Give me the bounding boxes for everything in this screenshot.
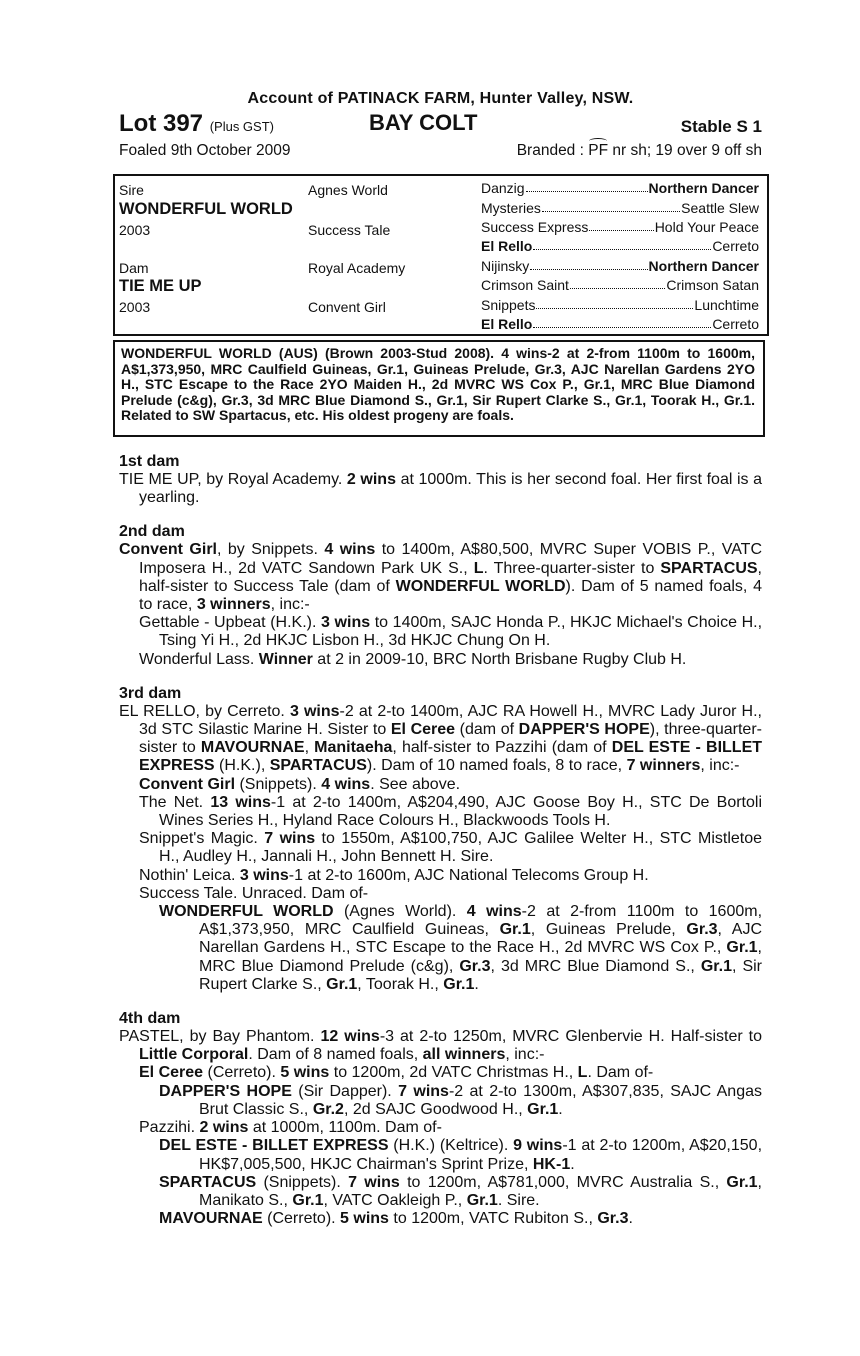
foaling-row	[119, 142, 762, 166]
text: .	[558, 1100, 563, 1118]
ancestor-row	[481, 180, 759, 196]
text: , VATC Oakleigh P.,	[323, 1191, 467, 1209]
text: (Sir Dapper).	[291, 1082, 399, 1100]
bold-text: Winner	[258, 650, 313, 668]
text: at 2 in 2009-10, BRC North Brisbane Rugby Club H.	[312, 650, 687, 668]
bold-text: all winners	[422, 1046, 506, 1064]
bold-text: 5 wins	[280, 1064, 330, 1082]
text: Gettable - Upbeat (H.K.).	[139, 614, 322, 632]
leader-dots	[526, 180, 648, 192]
brand-detail: nr sh; 19 over 9 off sh	[612, 142, 762, 159]
text: to 1200m, A$781,000, MVRC Australia S.,	[399, 1173, 727, 1191]
ancestor-row	[481, 297, 759, 313]
lot-number	[119, 110, 274, 138]
bold-text: Gr.1	[700, 957, 732, 975]
bold-text: Gr.2	[312, 1100, 344, 1118]
bold-text: 3 winners	[196, 596, 271, 614]
bold-text: Gr.3	[459, 957, 491, 975]
text: , Guineas Prelude,	[530, 921, 687, 939]
text: at 1000m. This is her second foal. Her first foal is a yearling.	[139, 471, 763, 507]
text: Pazzihi.	[139, 1119, 200, 1137]
bold-text: Manitaeha	[314, 739, 393, 757]
sire-summary: WONDERFUL WORLD (AUS) (Brown 2003-Stud 2008). 4 wins-2 at 2-from 1100m to 1600m, A$1,373,950, MRC Caulfield Guineas, Gr.1, Guineas Prelude, Gr.3, AJC Narellan Gardens 2YO H., STC Escape to the Race 2YO Maiden H., 2d MVRC WS Cox P., Gr.1, MRC Blue Diamond Prelude (c&g), Gr.3, 3d MRC Blue Diamond S., Gr.1, Sir Rupert Clarke S., Gr.1, Toorak H., Gr.1. Related to SW Spartacus, etc. His oldest progeny are foals.	[113, 340, 765, 437]
text: ). Dam of 5 named foals, 4 to race,	[139, 577, 763, 614]
bold-text: 7 wins	[398, 1082, 449, 1100]
pedigree-table	[113, 174, 769, 336]
bold-text: Gr.1	[499, 921, 531, 939]
text: Success Tale. Unraced. Dam of-	[139, 884, 369, 902]
dam-heading: 3rd dam	[119, 684, 182, 702]
bold-text: Gr.1	[726, 939, 758, 957]
bold-text: Convent Girl	[139, 775, 236, 793]
bold-text: MAVOURNAE	[200, 739, 305, 757]
text: . See above.	[370, 775, 461, 793]
dam-heading: 1st dam	[119, 453, 180, 470]
leader-dots	[530, 258, 647, 270]
ancestor-dam-sire: Seattle Slew	[681, 200, 759, 216]
family-entry	[119, 776, 762, 794]
plus-gst: (Plus GST)	[209, 119, 274, 134]
lot-label: Lot 397	[119, 110, 204, 137]
leader-dots	[589, 219, 653, 231]
text: . Dam of-	[587, 1064, 654, 1082]
ancestor-row	[481, 238, 759, 254]
text: at 1000m, 1100m. Dam of-	[248, 1119, 442, 1137]
text: -2 at 2-to 1300m, A$307,835, SAJC Angas Brut Classic S.,	[199, 1082, 762, 1118]
bold-text: Gr.3	[597, 1210, 629, 1228]
ancestor-sire: Nijinsky	[481, 258, 530, 274]
text: , Sir Rupert Clarke S.,	[199, 957, 762, 993]
bold-text: WONDERFUL WORLD	[395, 577, 566, 595]
ancestor-row	[481, 277, 759, 293]
text: , 3d MRC Blue Diamond S.,	[490, 957, 701, 975]
text: , MRC Blue Diamond Prelude (c&g),	[199, 939, 762, 975]
vendor-account: Account of PATINACK FARM, Hunter Valley, NSW.	[247, 90, 634, 107]
family-entry	[119, 541, 762, 614]
brand-mark: PF	[588, 142, 609, 159]
family-entry	[119, 867, 762, 885]
bold-text: L	[473, 559, 484, 577]
text: The Net.	[139, 793, 211, 811]
leader-dots	[570, 277, 665, 289]
text: Nothin' Leica.	[139, 866, 240, 884]
bold-text: SPARTACUS	[660, 559, 758, 577]
ancestor-dam-sire: Lunchtime	[694, 297, 759, 313]
text: , inc:-	[505, 1046, 545, 1064]
text: . Dam of 8 named foals,	[248, 1046, 423, 1064]
text: Wonderful Lass.	[139, 650, 259, 668]
text: (dam of	[455, 721, 519, 739]
text: -1 at 2-to 1600m, AJC National Telecoms Group H.	[288, 866, 649, 884]
text: ,	[304, 739, 315, 757]
family-entry	[119, 614, 762, 650]
bold-text: SPARTACUS	[269, 757, 367, 775]
family-entry	[119, 1137, 762, 1173]
ancestor-dam-sire: Northern Dancer	[648, 180, 759, 196]
text: , 2d SAJC Goodwood H.,	[343, 1100, 528, 1118]
bold-text: Convent Girl	[119, 541, 217, 559]
sire-name: WONDERFUL WORLD	[119, 200, 293, 218]
text: , inc:-	[270, 596, 310, 614]
sire-year: 2003	[119, 222, 151, 238]
bold-text: Gr.1	[527, 1100, 559, 1118]
ancestor-row	[481, 258, 759, 274]
bold-text: HK-1	[532, 1155, 571, 1173]
bold-text: DEL ESTE - BILLET EXPRESS	[159, 1137, 389, 1155]
family-entry	[119, 885, 762, 903]
text: (H.K.),	[214, 757, 270, 775]
horse-description: BAY COLT	[369, 110, 478, 135]
family-entry	[119, 1083, 762, 1119]
leader-dots	[533, 316, 711, 328]
bold-text: DAPPER'S HOPE	[518, 721, 650, 739]
bold-text: 4 wins	[466, 903, 522, 921]
dam-heading: 2nd dam	[119, 523, 185, 541]
bold-text: Gr.1	[443, 975, 475, 993]
text: -2 at 2-from 1100m to 1600m, A$1,373,950, MRC Caulfield Guineas,	[199, 903, 763, 939]
ancestor-sire: Danzig	[481, 180, 525, 196]
bold-text: Gr.1	[326, 975, 358, 993]
family-entry	[119, 1210, 762, 1228]
text: .	[628, 1210, 633, 1228]
text: .	[570, 1155, 575, 1173]
text: to 1550m, A$100,750, AJC Galilee Welter H., STC Mistletoe H., Audley H., Jannali H., John Bennett H. Sire.	[159, 830, 763, 866]
family-entry	[119, 1174, 762, 1210]
bold-text: 3 wins	[289, 702, 340, 720]
bold-text: 5 wins	[340, 1210, 389, 1228]
stable-location: Stable S 1	[680, 117, 762, 136]
dam-dam: Convent Girl	[308, 299, 386, 315]
leader-dots	[533, 238, 711, 250]
family-entry	[119, 1064, 762, 1082]
ancestor-sire: Snippets	[481, 297, 536, 313]
bold-text: 2 wins	[199, 1119, 249, 1137]
bold-text: 7 winners	[626, 757, 701, 775]
ancestor-sire: El Rello	[481, 238, 533, 254]
text: -1 at 2-to 1200m, A$20,150, HK$7,005,500, HKJC Chairman's Sprint Prize,	[199, 1137, 763, 1173]
dam-year: 2003	[119, 299, 151, 315]
bold-text: Little Corporal	[139, 1046, 249, 1064]
ancestor-row	[481, 316, 759, 332]
catalogue-page	[119, 90, 762, 1228]
text: , half-sister to Pazzihi (dam of	[392, 739, 612, 757]
bold-text: 3 wins	[321, 614, 371, 632]
text: to 1400m, A$80,500, MVRC Super VOBIS P., VATC Imposera H., 2d VATC Sandown Park UK S.,	[139, 541, 763, 577]
bold-text: 7 wins	[348, 1173, 400, 1191]
bold-text: 2 wins	[346, 471, 396, 488]
sire-dam: Success Tale	[308, 222, 391, 238]
text: , by Snippets.	[217, 541, 325, 559]
text: to 1200m, 2d VATC Christmas H.,	[329, 1064, 578, 1082]
dam-label: Dam	[119, 260, 149, 276]
family-entry	[119, 1028, 762, 1064]
text: (Agnes World).	[333, 903, 467, 921]
foaled-date: Foaled 9th October 2009	[119, 142, 291, 159]
text: PASTEL, by Bay Phantom.	[119, 1028, 321, 1046]
ancestor-sire: Crimson Saint	[481, 277, 569, 293]
bold-text: 13 wins	[210, 793, 271, 811]
text: EL RELLO, by Cerreto.	[119, 702, 290, 720]
bold-text: El Ceree	[139, 1064, 204, 1082]
bold-text: 7 wins	[264, 830, 316, 848]
bold-text: MAVOURNAE	[159, 1210, 263, 1228]
text: , Toorak H.,	[357, 975, 444, 993]
sire-label: Sire	[119, 182, 144, 198]
brand-info	[517, 142, 762, 160]
lot-row	[119, 110, 762, 142]
text: (Snippets).	[256, 1173, 349, 1191]
bold-text: DEL ESTE - BILLET EXPRESS	[139, 739, 763, 775]
text: (Snippets).	[235, 775, 322, 793]
text: . Three-quarter-sister to	[483, 559, 661, 577]
text: (H.K.) (Keltrice).	[388, 1137, 514, 1155]
leader-dots	[536, 297, 693, 309]
bold-text: 3 wins	[239, 866, 289, 884]
bold-text: El Ceree	[390, 721, 456, 739]
text: , half-sister to Success Tale (dam of	[139, 559, 762, 595]
bold-text: Gr.1	[292, 1191, 324, 1209]
bold-text: Gr.1	[726, 1173, 758, 1191]
text: -2 at 2-to 1400m, AJC RA Howell H., MVRC Lady Juror H., 3d STC Silastic Marine H. Sister to	[139, 702, 762, 739]
bold-text: Gr.1	[466, 1191, 498, 1209]
ancestor-dam-sire: Northern Dancer	[648, 258, 759, 274]
bold-text: 4 wins	[321, 775, 371, 793]
family-entry	[119, 1119, 762, 1137]
family-entry	[119, 471, 762, 507]
ancestor-sire: Success Express	[481, 219, 589, 235]
family-entry	[119, 830, 762, 866]
bold-text: 9 wins	[513, 1137, 563, 1155]
bold-text: L	[577, 1064, 588, 1082]
ancestor-sire: Mysteries	[481, 200, 541, 216]
leader-dots	[542, 200, 680, 212]
ancestor-sire: El Rello	[481, 316, 533, 332]
family-entry	[119, 903, 762, 994]
bold-text: 4 wins	[324, 541, 376, 559]
ancestor-row	[481, 219, 759, 235]
sire-sire: Agnes World	[308, 182, 388, 198]
text: Snippet's Magic.	[139, 830, 265, 848]
ancestor-dam-sire: Cerreto	[712, 316, 759, 332]
bold-text: WONDERFUL WORLD	[159, 903, 334, 921]
bold-text: 12 wins	[320, 1028, 380, 1046]
dam-sire: Royal Academy	[308, 260, 406, 276]
dam-heading: 4th dam	[119, 1010, 181, 1028]
family-entry	[119, 651, 762, 669]
text: TIE ME UP, by Royal Academy.	[119, 471, 347, 488]
text: to 1200m, VATC Rubiton S.,	[388, 1210, 598, 1228]
text: (Cerreto).	[203, 1064, 281, 1082]
text: , Manikato S.,	[199, 1173, 762, 1209]
text: , AJC Narellan Gardens H., STC Escape to the Race H., 2d MVRC WS Cox P.,	[199, 921, 763, 957]
branded-label: Branded :	[516, 142, 584, 159]
text: (Cerreto).	[262, 1210, 341, 1228]
text: -1 at 2-to 1400m, A$204,490, AJC Goose Boy H., STC De Bortoli Wines Series H., Hyland Race Colours H., Blackwoods Tools H.	[159, 793, 762, 830]
bold-text: DAPPER'S HOPE	[159, 1082, 292, 1100]
family-entry	[119, 703, 762, 776]
text: . Sire.	[497, 1191, 540, 1209]
family-entry	[119, 794, 762, 830]
text: ). Dam of 10 named foals, 8 to race,	[366, 757, 627, 775]
dam-name: TIE ME UP	[119, 277, 202, 295]
family-sections	[119, 452, 762, 1228]
ancestor-dam-sire: Cerreto	[712, 238, 759, 254]
text: .	[474, 975, 479, 993]
text: to 1400m, SAJC Honda P., HKJC Michael's Choice H., Tsing Yi H., 2d HKJC Lisbon H., 3d HKJC Chung On H.	[159, 614, 763, 650]
text: -3 at 2-to 1250m, MVRC Glenbervie H. Half-sister to	[379, 1028, 762, 1046]
text: ), three-quarter-sister to	[139, 721, 762, 757]
ancestor-dam-sire: Hold Your Peace	[654, 219, 759, 235]
text: , inc:-	[700, 757, 740, 775]
bold-text: Gr.3	[686, 921, 718, 939]
bold-text: SPARTACUS	[159, 1173, 257, 1191]
ancestor-dam-sire: Crimson Satan	[666, 277, 759, 293]
ancestor-row	[481, 200, 759, 216]
